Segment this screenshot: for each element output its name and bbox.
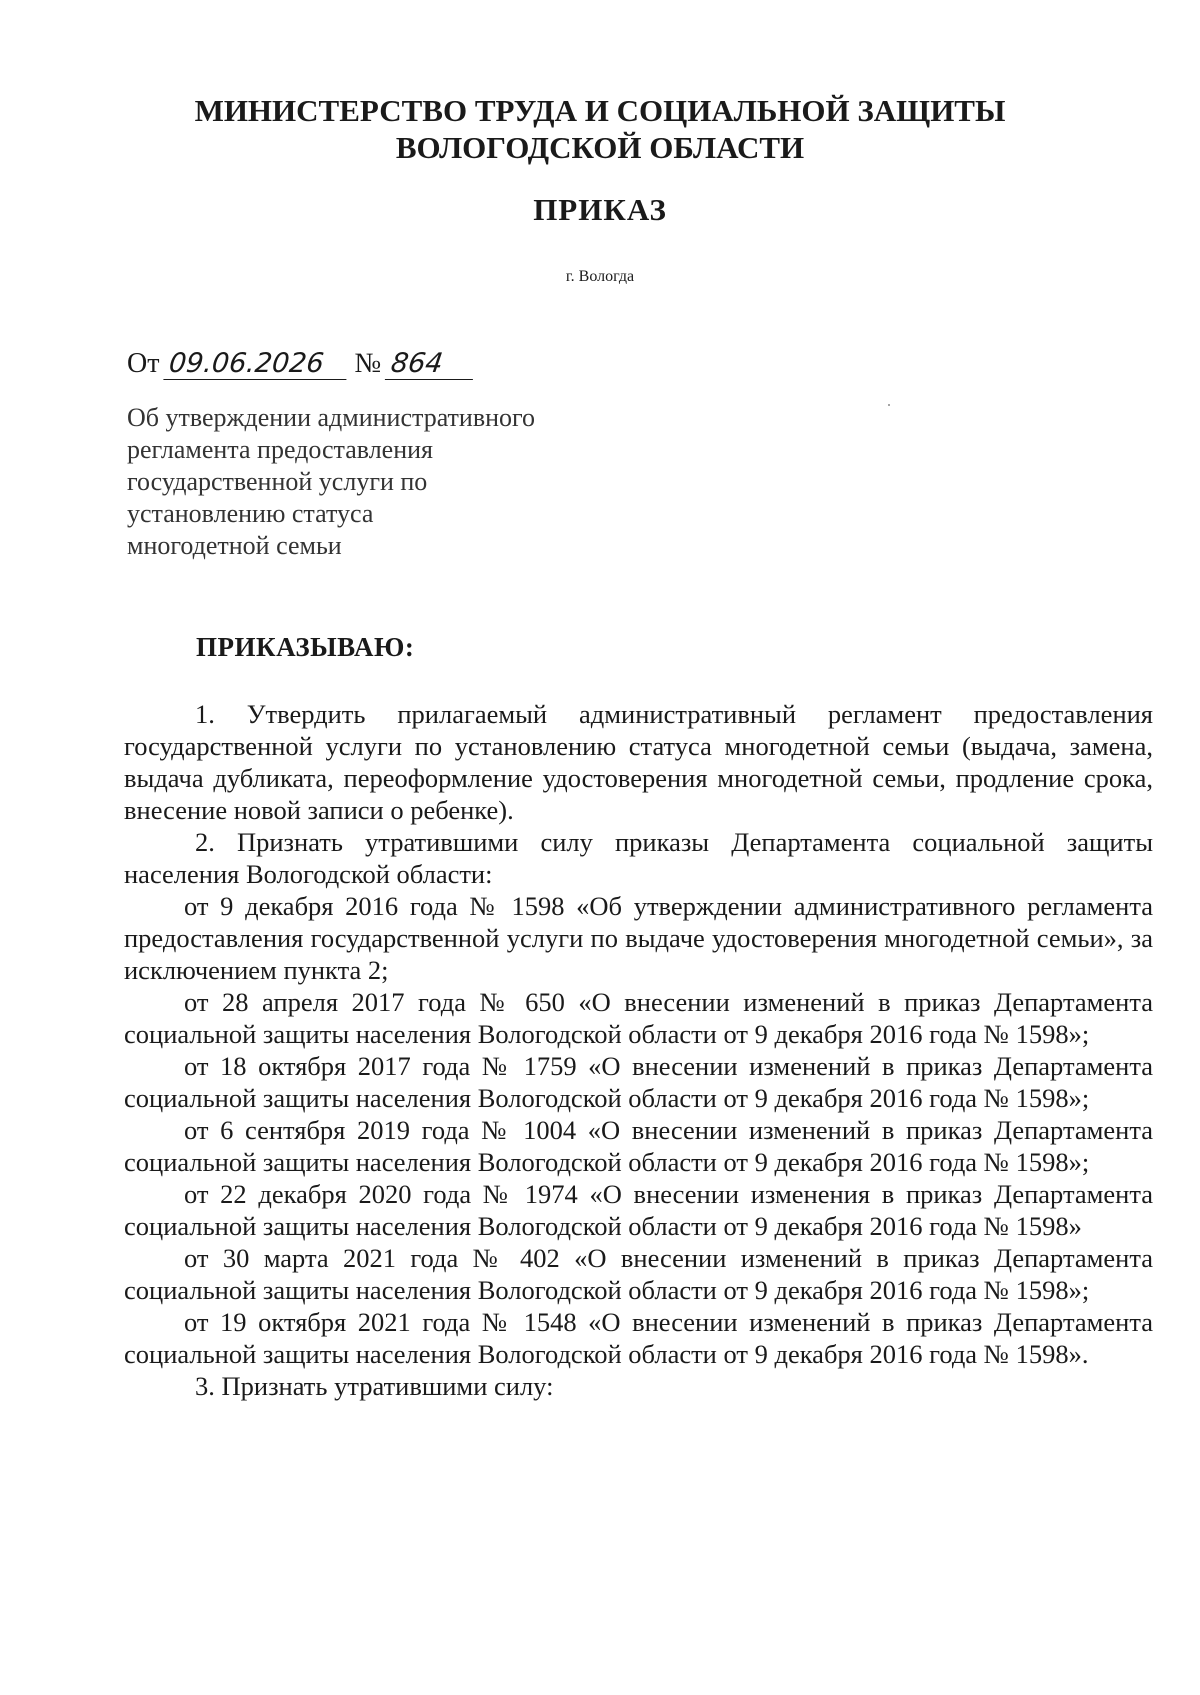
ministry-name: [150, 92, 1050, 166]
ministry-line-2: ВОЛОГОДСКОЙ ОБЛАСТИ: [395, 130, 805, 165]
date-prefix: От: [127, 348, 160, 379]
order-body: [124, 698, 1153, 1402]
paragraph-1: 1. Утвердить прилагаемый административный регламент предоставления государственной услуги по установлению статуса многодетной семьи (выдача, замена, выдача дубликата, переоформление удостоверения многодетной семьи, продление срока, внесение новой записи о ребенке).: [124, 699, 1153, 825]
decree-heading: ПРИКАЗЫВАЮ:: [196, 632, 415, 662]
repealed-order-item: от 18 октября 2017 года № 1759 «О внесении изменений в приказ Департамента социальной защиты населения Вологодской области от 9 декабря 2016 года № 1598»;: [124, 1051, 1153, 1113]
order-number-handwritten: 864: [385, 349, 477, 380]
order-subject: [127, 402, 607, 562]
repealed-order-item: от 22 декабря 2020 года № 1974 «О внесении изменения в приказ Департамента социальной защиты населения Вологодской области от 9 декабря 2016 года № 1598»: [124, 1179, 1153, 1241]
ministry-line-1: МИНИСТЕРСТВО ТРУДА И СОЦИАЛЬНОЙ ЗАЩИТЫ: [194, 93, 1006, 128]
repealed-order-item: от 6 сентября 2019 года № 1004 «О внесении изменений в приказ Департамента социальной защиты населения Вологодской области от 9 декабря 2016 года № 1598»;: [124, 1115, 1153, 1177]
subject-line: Об утверждении административного: [127, 403, 536, 432]
subject-line: государственной услуги по: [127, 467, 428, 496]
repealed-order-item: от 30 марта 2021 года № 402 «О внесении изменений в приказ Департамента социальной защиты населения Вологодской области от 9 декабря 2016 года № 1598»;: [124, 1243, 1153, 1305]
subject-line: регламента предоставления: [127, 435, 434, 464]
number-prefix: №: [354, 348, 382, 379]
subject-line: многодетной семьи: [127, 531, 342, 560]
repealed-order-item: от 9 декабря 2016 года № 1598 «Об утверждении административного регламента предоставления государственной услуги по выдаче удостоверения многодетной семьи», за исключением пункта 2;: [124, 891, 1153, 985]
subject-line: установлению статуса: [127, 499, 374, 528]
order-date-handwritten: 09.06.2026: [164, 349, 350, 380]
document-type-title: ПРИКАЗ: [533, 192, 667, 227]
city-label: г. Вологда: [565, 268, 635, 285]
order-date-number-line: [127, 348, 481, 380]
paragraph-3: 3. Признать утратившими силу:: [195, 1371, 554, 1401]
paragraph-2: 2. Признать утратившими силу приказы Департамента социальной защиты населения Вологодской области:: [124, 827, 1153, 889]
repealed-order-item: от 19 октября 2021 года № 1548 «О внесении изменений в приказ Департамента социальной защиты населения Вологодской области от 9 декабря 2016 года № 1598».: [124, 1307, 1153, 1369]
repealed-order-item: от 28 апреля 2017 года № 650 «О внесении изменений в приказ Департамента социальной защиты населения Вологодской области от 9 декабря 2016 года № 1598»;: [124, 987, 1153, 1049]
scan-speck: [888, 404, 890, 406]
